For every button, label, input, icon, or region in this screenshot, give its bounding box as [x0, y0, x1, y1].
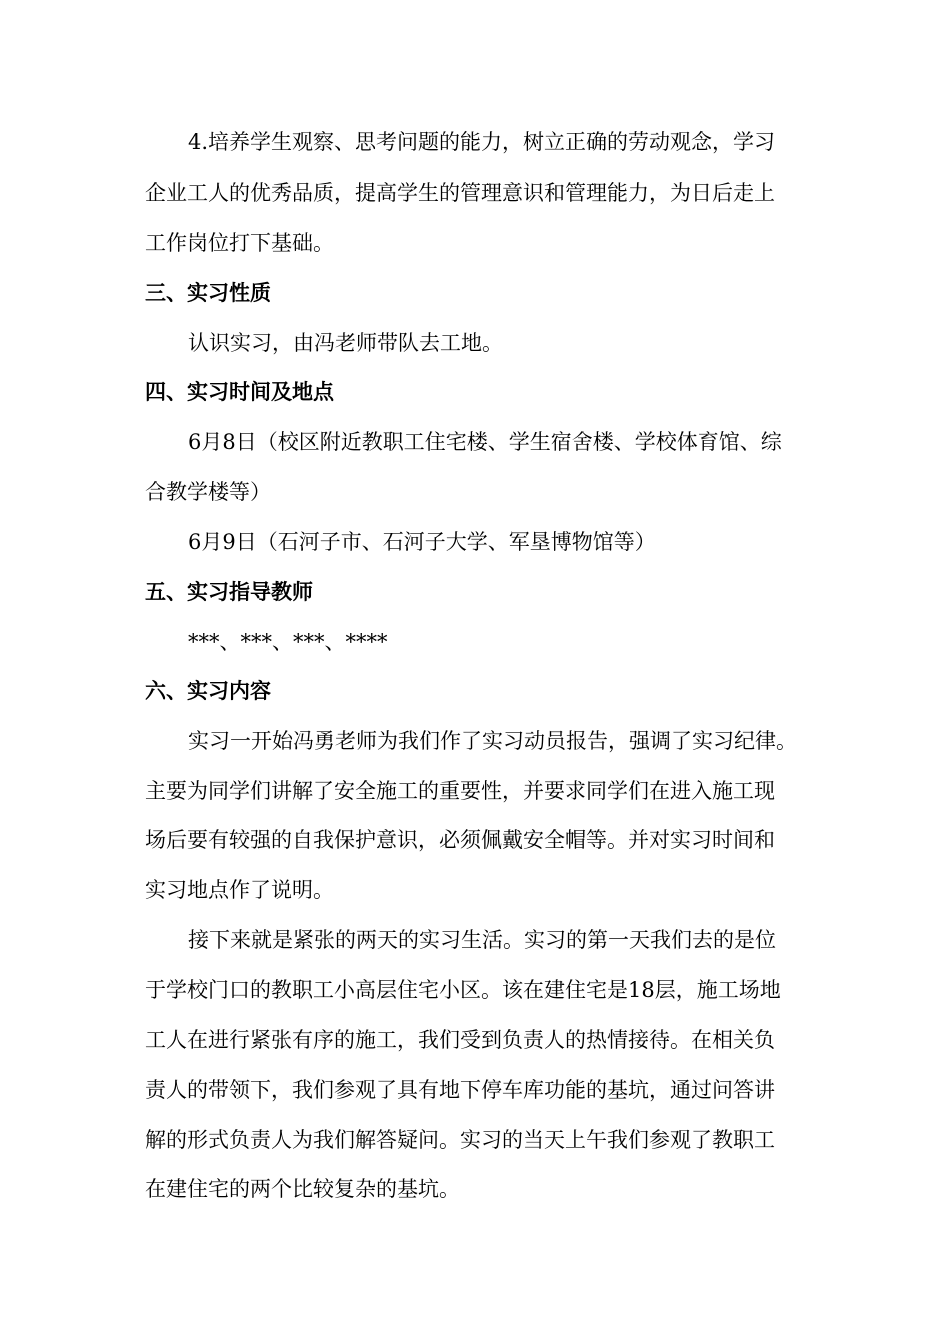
- section-6-para1-line-3: 场后要有较强的自我保护意识，必须佩戴安全帽等。并对实习时间和: [145, 828, 775, 852]
- objective-4-line-2: 企业工人的优秀品质，提高学生的管理意识和管理能力，为日后走上: [145, 181, 775, 205]
- section-6-para1-line-4: 实习地点作了说明。: [145, 878, 334, 902]
- objective-4-line-3: 工作岗位打下基础。: [145, 231, 334, 255]
- section-4-day1-line-1: 6月8日（校区附近教职工住宅楼、学生宿舍楼、学校体育馆、综: [188, 430, 782, 454]
- section-4-day2: 6月9日（石河子市、石河子大学、军垦博物馆等）: [188, 530, 656, 554]
- section-6-para2-line-1: 接下来就是紧张的两天的实习生活。实习的第一天我们去的是位: [188, 928, 776, 952]
- section-6-para2-line-3: 工人在进行紧张有序的施工，我们受到负责人的热情接待。在相关负: [145, 1028, 775, 1052]
- section-4-day1-line-2: 合教学楼等）: [145, 480, 271, 504]
- section-4-heading: 四、实习时间及地点: [145, 380, 334, 404]
- section-6-heading: 六、实习内容: [145, 679, 271, 703]
- section-6-para2-line-2: 于学校门口的教职工小高层住宅小区。该在建住宅是18层，施工场地: [145, 978, 781, 1002]
- objective-4-line-1: 4.培养学生观察、思考问题的能力，树立正确的劳动观念，学习: [188, 130, 776, 154]
- section-6-para1-line-1: 实习一开始冯勇老师为我们作了实习动员报告，强调了实习纪律。: [188, 729, 797, 753]
- section-5-heading: 五、实习指导教师: [145, 580, 313, 604]
- section-5-body: ***、***、***、****: [188, 630, 388, 654]
- section-6-para2-line-6: 在建住宅的两个比较复杂的基坑。: [145, 1177, 460, 1201]
- section-6-para1-line-2: 主要为同学们讲解了安全施工的重要性，并要求同学们在进入施工现: [145, 779, 775, 803]
- section-3-heading: 三、实习性质: [145, 281, 271, 305]
- section-3-body: 认识实习，由冯老师带队去工地。: [188, 331, 503, 355]
- section-6-para2-line-5: 解的形式负责人为我们解答疑问。实习的当天上午我们参观了教职工: [145, 1128, 775, 1152]
- section-6-para2-line-4: 责人的带领下，我们参观了具有地下停车库功能的基坑，通过问答讲: [145, 1078, 775, 1102]
